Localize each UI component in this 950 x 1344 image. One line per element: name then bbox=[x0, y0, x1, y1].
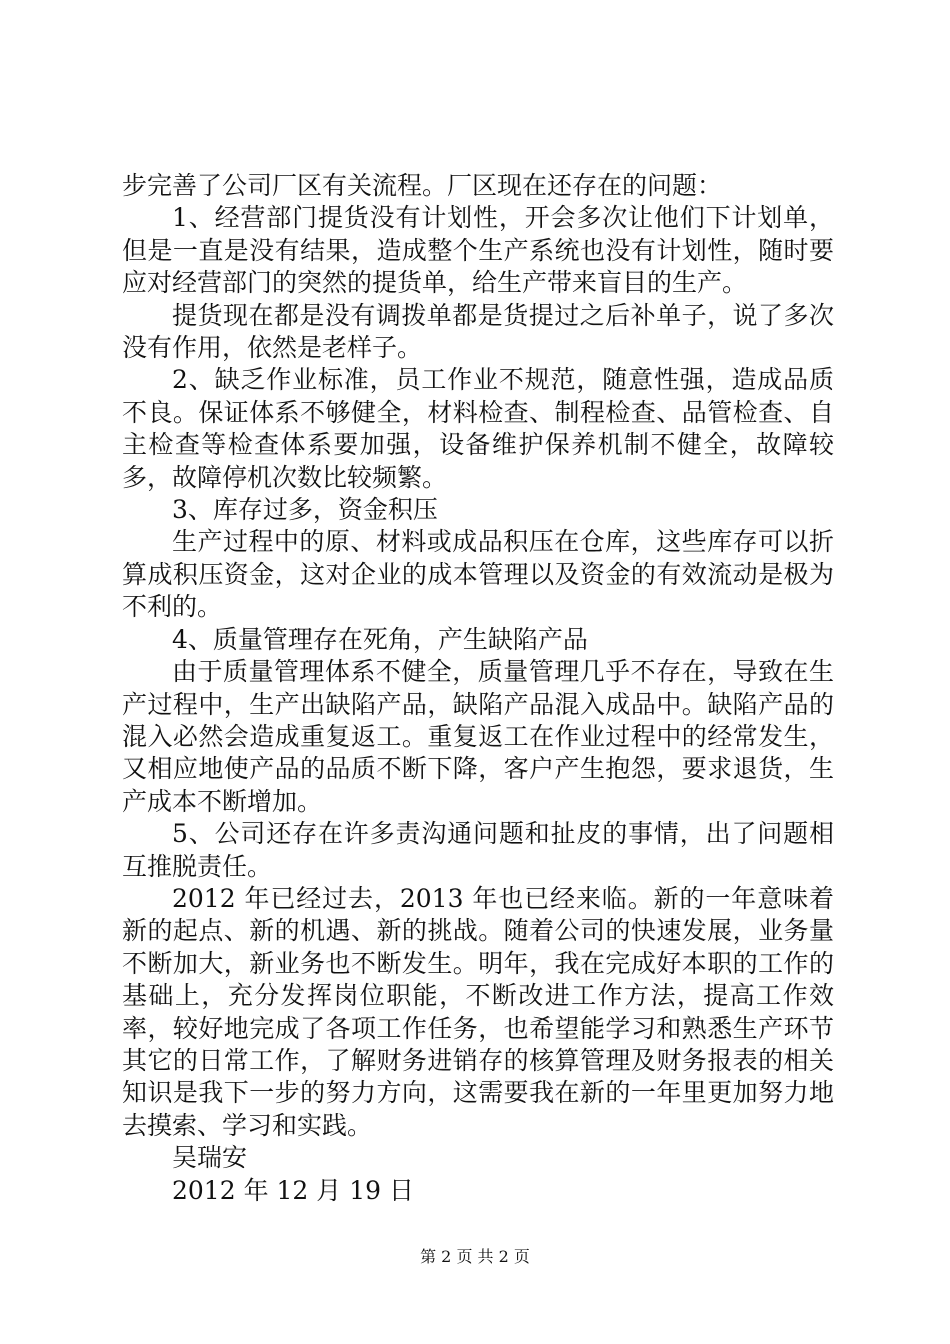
document-body bbox=[122, 170, 834, 1207]
paragraph-issue-3-detail: 生产过程中的原、材料或成品积压在仓库，这些库存可以折算成积压资金，这对企业的成本管理以及资金的有效流动是极为不利的。 bbox=[122, 527, 834, 622]
paragraph-continuation: 步完善了公司厂区有关流程。厂区现在还存在的问题： bbox=[122, 171, 723, 200]
paragraph-issue-5: 5、公司还存在许多责沟通问题和扯皮的事情，出了问题相互推脱责任。 bbox=[122, 819, 834, 881]
paragraph-outlook: 2012 年已经过去，2013 年也已经来临。新的一年意味着新的起点、新的机遇、新的挑战。随着公司的快速发展，业务量不断加大，新业务也不断发生。明年，我在完成好本职的工作的基础上，充分发挥岗位职能，不断改进工作方法，提高工作效率，较好地完成了各项工作任务，也希望能学习和熟悉生产环节其它的日常工作，了解财务进销存的核算管理及财务报表的相关知识是我下一步的努力方向，这需要我在新的一年里更加努力地去摸索、学习和实践。 bbox=[122, 883, 834, 1140]
paragraph-issue-4-detail: 由于质量管理体系不健全，质量管理几乎不存在，导致在生产过程中，生产出缺陷产品，缺陷产品混入成品中。缺陷产品的混入必然会造成重复返工。重复返工在作业过程中的经常发生，又相应地使产品的品质不断下降，客户产生抱怨，要求退货，生产成本不断增加。 bbox=[122, 657, 834, 816]
paragraph-issue-4-heading: 4、质量管理存在死角，产生缺陷产品 bbox=[172, 624, 588, 654]
signature-name: 吴瑞安 bbox=[172, 1143, 248, 1173]
paragraph-issue-2: 2、缺乏作业标准，员工作业不规范，随意性强，造成品质不良。保证体系不够健全，材料检查、制程检查、品管检查、自主检查等检查体系要加强，设备维护保养机制不健全，故障较多，故障停机次数比较频繁。 bbox=[122, 365, 834, 492]
paragraph-issue-3-heading: 3、库存过多，资金积压 bbox=[172, 495, 438, 525]
page-footer: 第 2 页 共 2 页 bbox=[420, 1247, 530, 1266]
paragraph-issue-1-detail: 提货现在都是没有调拨单都是货提过之后补单子，说了多次没有作用，依然是老样子。 bbox=[122, 300, 834, 363]
signature-date: 2012 年 12 月 19 日 bbox=[172, 1175, 414, 1205]
paragraph-issue-1: 1、经营部门提货没有计划性，开会多次让他们下计划单，但是一直是没有结果，造成整个生产系统也没有计划性，随时要应对经营部门的突然的提货单，给生产带来盲目的生产。 bbox=[122, 203, 834, 298]
